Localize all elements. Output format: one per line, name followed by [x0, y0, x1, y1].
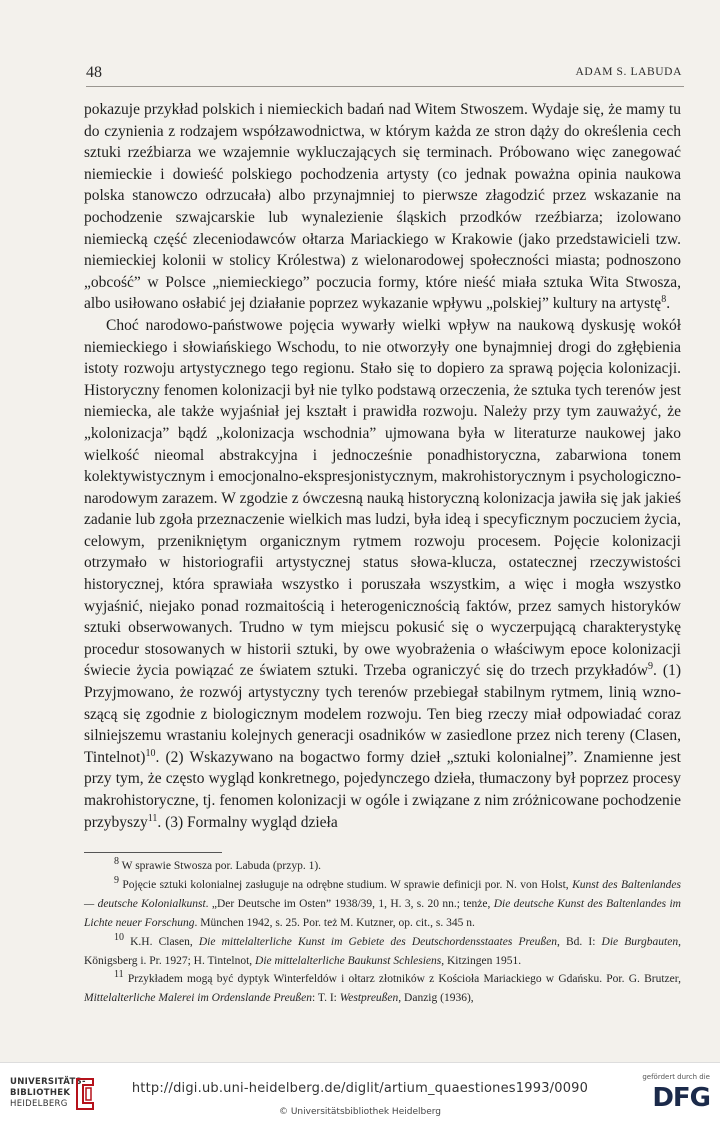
italic-title: Kunst des Baltenlandes — deutsche Kolonialkunst	[84, 878, 681, 910]
text-run: , Kitzingen 1951.	[441, 954, 522, 967]
body-text	[84, 99, 681, 833]
footnote-marker: 9	[648, 661, 654, 673]
footnote	[84, 876, 681, 933]
italic-title: Westpreußen	[339, 992, 399, 1005]
text-run: . (1) Przyjmowano, że rozwój artystyczny tych terenów przebiegał stabilnym rytmem, linią wznoszącą się zgodnie z biologicznym modelem rozwoju. Ten bieg rzeczy miał odpowiadać coraz silniejszemu wrastaniu kolejnych generacji osadników w zasiedlone przez nich tereny (Clasen, Tintelnot)	[84, 662, 681, 766]
footnote-marker: 11	[114, 969, 124, 981]
italic-title: Die mittelalterliche Kunst im Gebiete des Deutschordensstaates Preußen	[198, 935, 557, 948]
italic-title: Die mittelalterliche Baukunst Schlesiens	[255, 954, 442, 967]
library-line: UNIVERSITÄTS-	[10, 1077, 86, 1087]
footnote-separator	[84, 852, 222, 853]
text-run: , Bd. I:	[556, 935, 602, 948]
footnote	[84, 933, 681, 971]
footnote-marker: 10	[114, 931, 124, 943]
copyright-notice: © Universitätsbibliothek Heidelberg	[278, 1107, 441, 1117]
text-run: .	[666, 295, 671, 313]
footnote	[84, 857, 681, 876]
footnote-marker: 10	[145, 747, 156, 759]
dfg-logo: DFG	[652, 1083, 710, 1113]
italic-title: Die deutsche Kunst des Baltenlandes im Lichte neuer Forschung	[84, 897, 681, 929]
library-line: HEIDELBERG	[10, 1099, 68, 1109]
footnote-marker: 8	[114, 856, 119, 868]
body-paragraph	[84, 99, 681, 315]
body-paragraph	[84, 315, 681, 833]
text-run: Pojęcie sztuki kolonialnej zasługuje na odrębne studium. W sprawie definicji por. N. von Holst,	[119, 878, 573, 891]
text-run: . München 1942, s. 25. Por. też M. Kutzner, op. cit., s. 345 n.	[194, 916, 475, 929]
text-run: K.H. Clasen,	[124, 935, 199, 948]
page-number: 48	[86, 64, 102, 81]
header-rule	[86, 86, 684, 87]
viewer-footer	[0, 1062, 720, 1133]
text-run: . (3) Formalny wygląd dzieła	[157, 813, 338, 831]
footnotes	[84, 857, 681, 1008]
text-run: Choć narodowo-państwowe pojęcia wywarły wielki wpływ na naukową dyskusję wokół niemieckiego i słowiańskiego Wschodu, to nie otworzyły one bynajmniej drogi do zgłębienia istoty rozwoju artystycznego tego regionu. Stało się to dopiero za sprawą pojęcia kolonizacji. Historyczny fenomen kolonizacji był nie tylko podstawą orzeczenia, że sztuka tych terenów jest niemiecka, ale także wyjaśniał jej kształt i prawidła rozwoju. Należy przy tym zauważyć, że „kolonizacja” bądź „kolonizacja wschodnia” ujmowana była w literaturze naukowej jako wielkość nieomal abstrakcyjna i jednocześnie ponadhistoryczna, zabarwiona tonem kolektywistycznym i emocjonalno-ekspresjonistycznym, makrohistorycznym i psychologiczno-narodowym zarazem. W zgodzie z ówczesną nauką historyczną kolonizacja jawiła się jak jakieś zadanie lub zgoła przeznaczenie wielkich mas ludzi, była ideą i specyficznym poczuciem życia, celowym, przenikniętym organicznym rytmem rozwoju procesem. Pojęcie kolonizacji otrzymało w historiografii artystycznej status słowa-klucza, ostatecznej rzeczywistości historycznej, która sprawiała wszystko i poruszała wszystkim, a więc i mogła wszystko wyjaśnić, niejako ponad rozmaitością i heterogenicznością faktów, przez samych historyków sztuki obserwowanych. Trudno w tym miejscu pokusić się o wyczerpującą charakterystykę procedur stosowanych w historii sztuki, by owe wyobrażenia o właściwym epoce kolonizacji świecie życia powiązać ze światem sztuki. Trzeba ograniczyć się do trzech przykładów	[84, 316, 681, 680]
text-run: Przykładem mogą być dyptyk Winterfeldów i ołtarz złotników z Kościoła Mariackiego w Gdańsku. Por. G. Brutzer,	[123, 973, 681, 986]
italic-title: Die Burgbauten	[601, 935, 679, 948]
text-run: . „Der Deutsche im Osten” 1938/39, 1, H. 3, s. 20 nn.; tenże,	[205, 897, 494, 910]
text-run: pokazuje przykład polskich i niemieckich badań nad Witem Stwoszem. Wydaje się, że mamy tu do czynienia z rodzajem współzawodnictwa, w którym każda ze stron dąży do określenia cech sztuki rzeźbiarza we wzajemnie wykluczających się terminach. Próbowano więc zanegować niemieckie i dowieść polskiego pochodzenia artysty (co jednak poważna opinia naukowa polska stanowczo odrzucała) albo przynajmniej to pierwsze złagodzić przez wskazanie na pochodzenie szwajcarskie lub wynalezienie śląskich przodków rzeźbiarza; izolowano niemiecką część zleceniodawców ołtarza Mariackiego w Krakowie (jako przedstawicieli tzw. niemieckiej kolonii w stolicy Królestwa) z wielonarodowej społeczności miasta; podnoszono „obcość” w Polsce „niemieckiego” poczucia formy, które nieść miała sztuka Wita Stwosza, albo usiłowano osłabić jej działanie poprzez wykazanie wpływu „polskiej” kultury na artystę	[84, 101, 681, 313]
italic-title: Mittelalterliche Malerei im Ordenslande Preußen	[84, 992, 313, 1005]
library-line: BIBLIOTHEK	[10, 1088, 71, 1098]
footnote-marker: 9	[114, 875, 119, 887]
text-run: . (2) Wskazywano na bogactwo formy dzieł „sztuki kolonialnej”. Znamienne jest przy tym, że często wygląd konkretnego, pojedynczego dzieła, tłumaczony był poprzez procesy makrohistoryczne, tj. fenomen kolonizacji w ogóle i związane z nim zróżnicowane pochodzenie przybyszy	[84, 748, 681, 831]
text-run: , Königsberg i. Pr. 1927; H. Tintelnot,	[84, 935, 681, 967]
text-run: W sprawie Stwosza por. Labuda (przyp. 1).	[119, 860, 322, 872]
document-url-link[interactable]: http://digi.ub.uni-heidelberg.de/diglit/artium_quaestiones1993/0090	[131, 1081, 589, 1096]
footnote-marker: 8	[661, 294, 667, 306]
footnote-marker: 11	[147, 812, 158, 824]
funded-by-label: gefördert durch die	[642, 1073, 710, 1081]
text-run: : T. I:	[312, 992, 340, 1005]
page-header	[86, 64, 682, 86]
footnote	[84, 970, 681, 1008]
text-run: , Danzig (1936),	[398, 992, 474, 1005]
running-head: ADAM S. LABUDA	[575, 66, 682, 78]
